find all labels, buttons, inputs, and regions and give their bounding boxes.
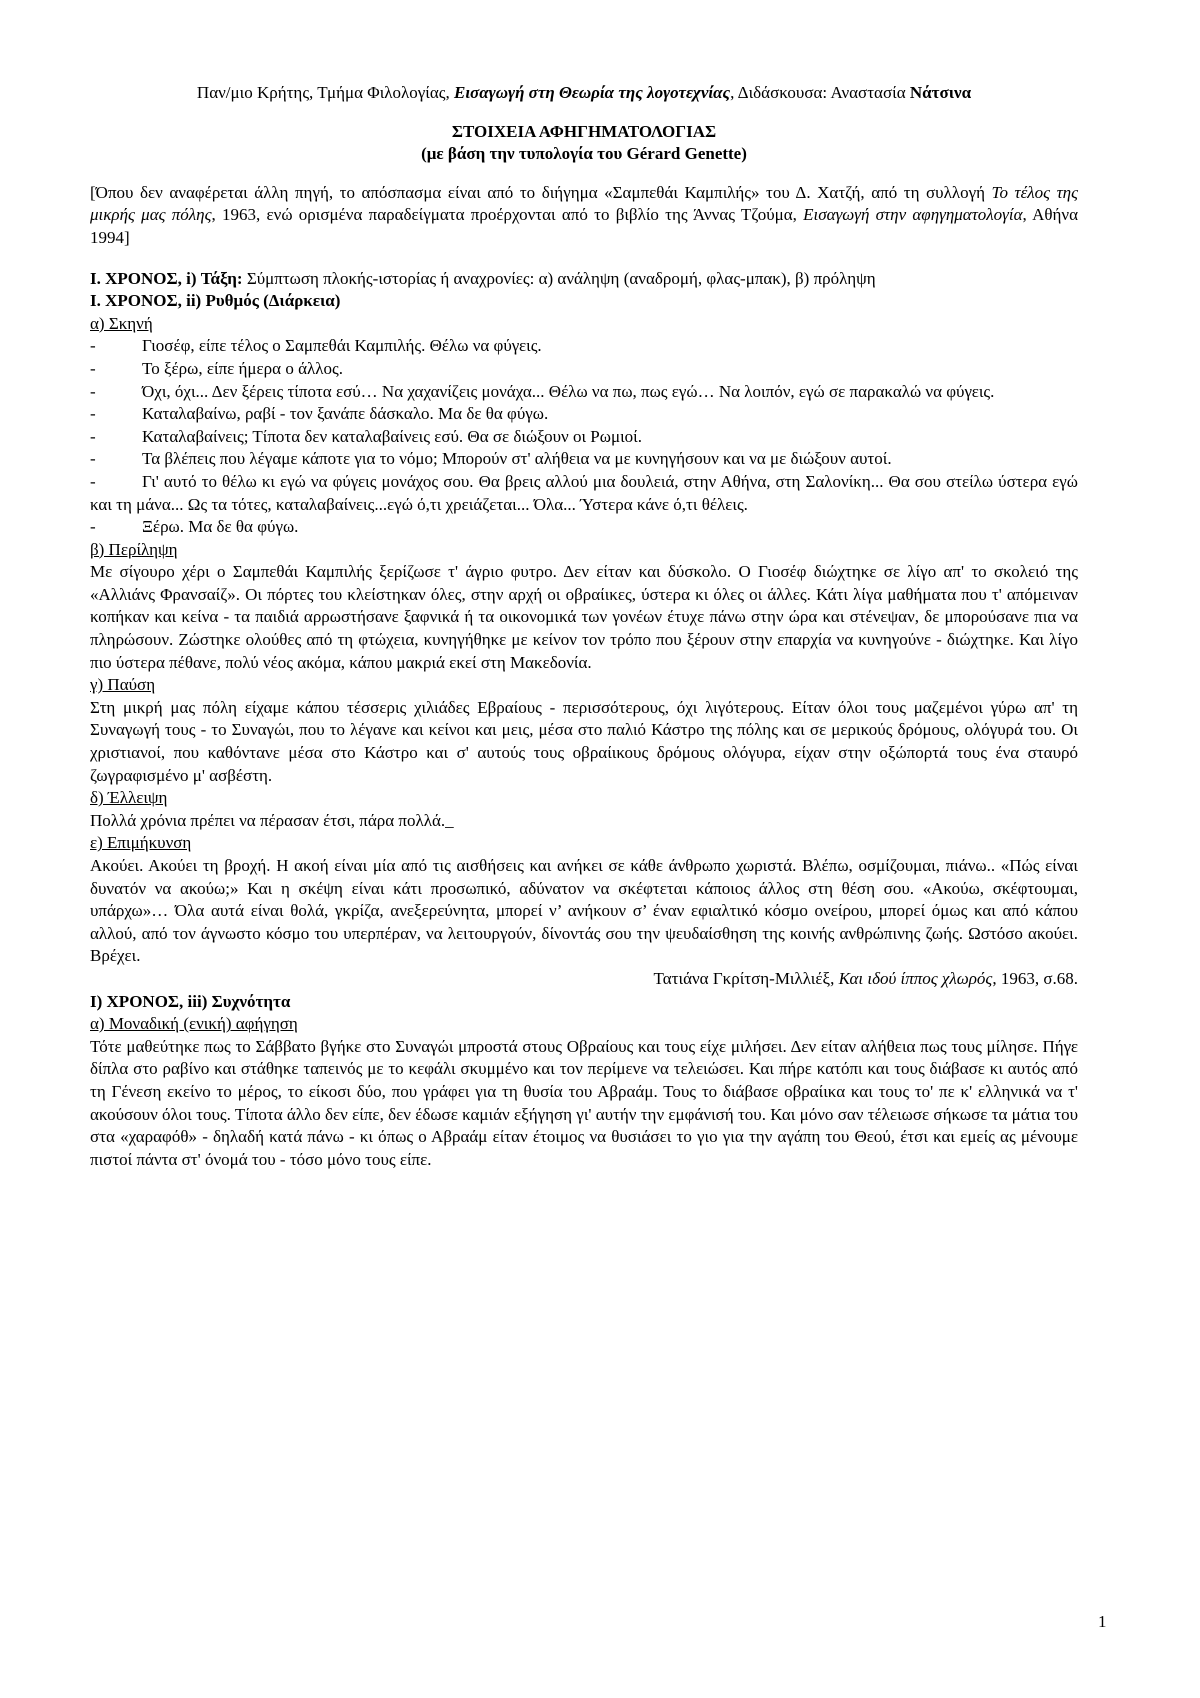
pause-text: Στη μικρή μας πόλη είχαμε κάπου τέσσερις χιλιάδες Εβραίους - περισσότερους, όχι λιγότερους. Είταν όλοι τους μαζεμένοι γύρω απ' τη Συναγωγή τους - το Συναγώι, που το λέγανε και κείνοι και μεις, μέσα στο παλιό Κάστρο της πόλης και σε μερικούς δρόμους, ολόγυρά του. Οι χριστιανοί, που καθόντανε μέσα στο Κάστρο και σ' αυτούς τους οβραίικους δρόμους ολόγυρα, είχαν στην οξώπορτά τους ένα σταυρό ζωγραφισμένο μ' ασβέστη. [90,697,1078,785]
dash-marker: - [90,449,96,469]
citation-author: Τατιάνα Γκρίτση-Μιλλιέξ, [653,968,839,988]
dash-marker: - [90,358,96,378]
citation-details: , 1963, σ.68. [992,968,1078,988]
page-number: 1 [1098,1612,1107,1631]
dialogue-text: Ξέρω. Μα δε θα φύγω. [142,517,299,537]
document-subtitle: (με βάση την τυπολογία του Gérard Genette) [421,144,747,164]
document-page [90,82,1078,1171]
section-order-heading: Ι. ΧΡΟΝΟΣ, i) Τάξη: [90,268,243,288]
dialogue-line [90,403,1078,426]
section-order-text: Σύμπτωση πλοκής-ιστορίας ή αναχρονίες: α) ανάληψη (αναδρομή, φλας-μπακ), β) πρόληψη [242,268,876,288]
dialogue-line [90,448,1078,471]
single-narration-label: α) Μοναδική (ενική) αφήγηση [90,1014,298,1034]
dialogue-text: Όχι, όχι... Δεν ξέρεις τίποτα εσύ… Να χαχανίζεις μονάχα... Θέλω να πω, πως εγώ… Να λοιπόν, εγώ σε παρακαλώ να φύγεις. [142,381,995,401]
scene-label: α) Σκηνή [90,313,153,333]
dialogue-text: Καταλαβαίνεις; Τίποτα δεν καταλαβαίνεις εσύ. Θα σε διώξουν οι Ρωμιοί. [142,426,642,446]
dialogue-text: Γι' αυτό το θέλω κι εγώ να φύγεις μονάχος σου. Θα βρεις αλλού μια δουλειά, στην Αθήνα, στη Σαλονίκη... Θα σου στείλω ύστερα εγώ και τη μάνα... Ως τα τότες, καταλαβαίνεις...εγώ ό,τι χρειάζεται... Όλα... Ύστερα κάνε ό,τι θέλεις. [90,471,1078,514]
pause-label: γ) Παύση [90,675,156,695]
dialogue-line [90,381,1078,404]
dialogue-line [90,358,1078,381]
dialogue-line [90,426,1078,449]
dialogue-line [90,335,1078,358]
ellipsis-label: δ) Έλλειψη [90,788,168,808]
dash-marker: - [90,336,96,356]
note-text-3: , Αθήνα 1994] [90,205,1078,247]
note-text-2: , 1963, ενώ ορισμένα παραδείγματα προέρχονται από το βιβλίο της Άννας Τζούμα, [211,205,804,225]
header-middle: , Διδάσκουσα: Αναστασία [730,83,910,102]
note-reference-title: Εισαγωγή στην αφηγηματολογία [803,205,1023,225]
section-order [90,268,1078,291]
dialogue-line [90,516,1078,539]
ellipsis-text: Πολλά χρόνια πρέπει να πέρασαν έτσι, πάρα πολλά._ [90,810,454,830]
dialogue-text: Τα βλέπεις που λέγαμε κάποτε για το νόμο; Μπορούν στ' αλήθεια να με κυνηγήσουν και να με διώξουν αυτοί. [142,449,892,469]
dash-marker: - [90,471,96,491]
note-book-title: Το τέλος της μικρής μας πόλης [90,182,1078,225]
single-narration-text: Τότε μαθεύτηκε πως το Σάββατο βγήκε στο Συναγώι μπροστά στους Οβραίους και τους είχε μιλήσει. Δεν είταν αλήθεια πως τους μίλησε. Πήγε δίπλα στο ραβίνο και στάθηκε ταπεινός με το κεφάλι σκυμμένο και τον περίμενε να τελειώσει. Και πήρε κατόπι και τους διάβασε κι αυτός από τη Γένεση εκείνο το μέρος, το είκοσι δύο, που γράφει για τη θυσία του Αβραάμ. Τους το διάβασε οβραίικα και τους το' πε κ' ελληνικά να τ' ακούσουν όλοι τους. Τίποτα άλλο δεν είπε, δεν έδωσε καμιάν εξήγηση γι' αυτήν την εμφάνισή του. Και μόνο σαν τέλειωσε σήκωσε τα μάτια του στα «χαραφόθ» - δηλαδή κατά πάνω - κι όπως ο Αβραάμ είταν έτοιμος να θυσιάσει το γιο για την αγάπη του Θεού, έτσι και εμείς ας μένουμε πιστοί πάντα στ' όνομά του - τόσο μόνο τους είπε. [90,1036,1078,1169]
course-header [90,82,1078,105]
section-frequency-heading: Ι) ΧΡΟΝΟΣ, iii) Συχνότητα [90,991,291,1011]
dialogue-text: Γιοσέφ, είπε τέλος ο Σαμπεθάι Καμπιλής. Θέλω να φύγεις. [142,336,542,356]
dialogue-text: Καταλαβαίνω, ραβί - τον ξανάπε δάσκαλο. Μα δε θα φύγω. [142,404,549,424]
note-text-1: [Όπου δεν αναφέρεται άλλη πηγή, το απόσπασμα είναι από το διήγημα «Σαμπεθάι Καμπιλής» του Δ. Χατζή, από τη συλλογή [90,182,992,202]
dialogue-line [90,471,1078,516]
header-prefix: Παν/μιο Κρήτης, Τμήμα Φιλολογίας, [196,83,454,102]
section-rhythm-heading: Ι. ΧΡΟΝΟΣ, ii) Ρυθμός (Διάρκεια) [90,291,341,311]
dash-marker: - [90,381,96,401]
source-note [90,182,1078,250]
course-title: Εισαγωγή στη Θεωρία της λογοτεχνίας [454,83,731,102]
dialogue-text: Το ξέρω, είπε ήμερα ο άλλος. [142,358,343,378]
dash-marker: - [90,426,96,446]
document-title: ΣΤΟΙΧΕΙΑ ΑΦΗΓΗΜΑΤΟΛΟΓΙΑΣ [451,121,717,141]
instructor-surname: Νάτσινα [909,83,972,102]
stretch-label: ε) Επιμήκυνση [90,833,192,853]
citation [90,968,1078,991]
stretch-text: Ακούει. Ακούει τη βροχή. Η ακοή είναι μία από τις αισθήσεις και ανήκει σε κάθε άνθρωπο χωριστά. Βλέπω, οσμίζουμαι, πιάνω.. «Πώς είναι δυνατόν να ακούω;» Και η σκέψη είναι κάτι προσωπικό, αδύνατον να σκέφτεται κάποιος άλλος στη θέση σου. «Ακούω, σκέφτουμαι, υπάρχω»… Όλα αυτά είναι θολά, γκρίζα, ανεξερεύνητα, μπορεί ν’ ανήκουν σ’ έναν εφιαλτικό κόσμο ονείρου, μπορεί όμως και από κάπου αλλού, από τον άγνωστο κόσμο του υπερπέραν, να λειτουργούν, δίνοντάς σου την ψευδαίσθηση της κοινής ανθρώπινης ζωής. Ωστόσο ακούει. Βρέχει. [90,856,1078,966]
dash-marker: - [90,404,96,424]
summary-text: Με σίγουρο χέρι ο Σαμπεθάι Καμπιλής ξερίζωσε τ' άγριο φυτρο. Δεν είταν και δύσκολο. Ο Γιοσέφ διώχτηκε σε λίγο απ' το σκολειό της «Αλλιάνς Φρανσαίζ». Οι πόρτες του κλείστηκαν όλες, στην αρχή οι οβραίικες, ύστερα κι όλες οι άλλες. Κάτι λίγα μαθήματα που τ' απόμειναν κοπήκαν και κείνα - τα παιδιά αρρωστήσανε ξαφνικά ή τα οικονομικά των γονέων έτυχε πάνω στην ώρα και στένεψαν, δε μπορούσανε πια να πληρώσουν. Ζώστηκε ολούθες από τη φτώχεια, κυνηγήθηκε με κείνον τον τρόπο που ξέρουν στην επαρχία να κυνηγούνε - διώχτηκε. Και λίγο πιο ύστερα πέθανε, πολύ νέος ακόμα, κάπου μακριά εκεί στη Μακεδονία. [90,562,1078,672]
dash-marker: - [90,517,96,537]
citation-work: Και ιδού ίππος χλωρός [838,968,993,988]
summary-label: β) Περίληψη [90,539,178,559]
